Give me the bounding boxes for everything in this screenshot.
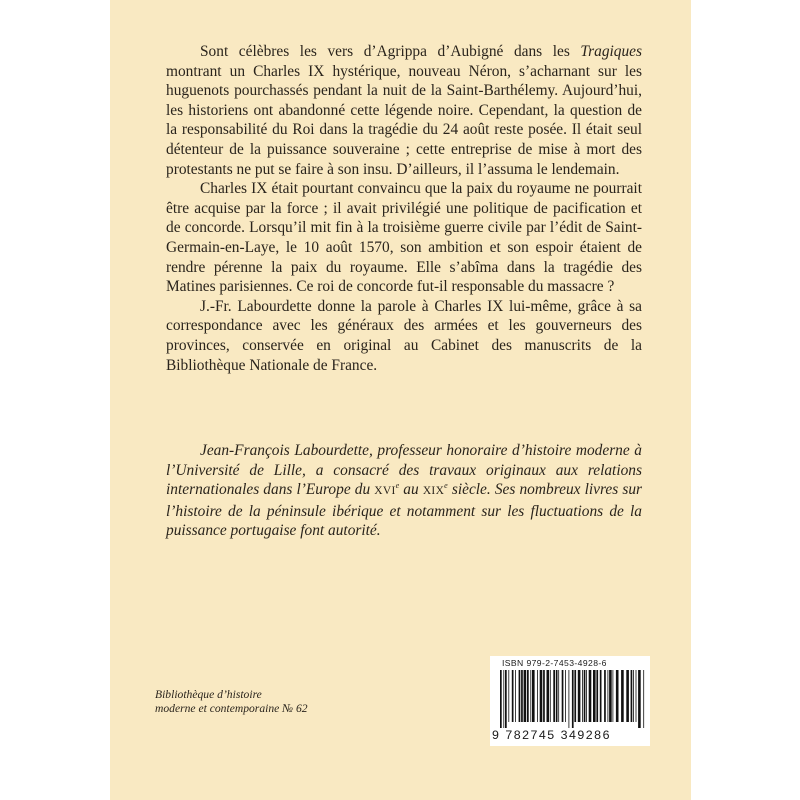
barcode-bar: [616, 670, 619, 722]
barcode-bar: [608, 670, 609, 722]
summary-paragraph-1: [166, 42, 642, 179]
barcode-bar: [604, 670, 606, 722]
barcode-bar: [631, 670, 633, 722]
barcode-bar: [512, 670, 514, 722]
barcode-bar: [584, 670, 586, 722]
collection-line-1: Bibliothèque d’histoire: [155, 688, 262, 701]
barcode-bar: [636, 670, 637, 722]
barcode-bar: [621, 670, 624, 722]
barcode-bar: [578, 670, 581, 722]
summary-paragraph-1-start: Sont célèbres les vers d’Agrippa d’Aubigné dans les: [200, 43, 581, 60]
isbn-barcode: [490, 656, 650, 746]
barcode-bar: [537, 670, 538, 722]
barcode-bar: [565, 670, 566, 722]
bio-century-16: XVI: [374, 485, 396, 498]
barcode-bar: [547, 670, 550, 722]
barcode-bar: [543, 670, 545, 722]
barcode-bar: [582, 670, 583, 722]
tragiques-title: Tragiques: [580, 43, 642, 60]
barcode-bar: [613, 670, 614, 722]
barcode-bar: [558, 670, 559, 722]
summary-paragraph-3: J.-Fr. Labourdette donne la parole à Charles IX lui-même, grâce à sa correspondance avec les généraux des armées et les gouverneurs des provinces, conservée en original au Cabinet des manuscrits de la Bibliothèque Nationale de France.: [166, 297, 642, 374]
barcode-bar: [609, 670, 612, 722]
barcode-bar: [643, 670, 644, 728]
barcode-bar: [530, 670, 531, 722]
summary-paragraph-2: Charles IX était pourtant convaincu que la paix du royaume ne pourrait être acquise par la force ; il avait privilégié une politique de pacification et de concorde. Lorsqu’il mit fin à la troisième guerre civile par l’édit de Saint-Germain-en-Laye, le 10 août 1570, son ambition et son espoir étaient de rendre pérenne la paix du royaume. Elle s’abîma dans la tragédie des Matines parisiennes. Ce roi de concorde fut-il responsable du massacre ?: [166, 180, 642, 296]
barcode-bar: [527, 670, 529, 722]
barcode-bar: [589, 670, 592, 722]
bio-century-19: XIX: [422, 485, 445, 498]
barcode-bar: [556, 670, 558, 722]
barcode-bar: [626, 670, 629, 722]
barcode-bar: [596, 670, 598, 722]
bio-part-2: au: [399, 481, 423, 499]
barcode-bar: [515, 670, 516, 722]
barcode-bar: [550, 670, 551, 722]
barcode-bar: [593, 670, 596, 722]
bio-part-1: Jean-François Labourdette, professeur honoraire d’histoire moderne à l’Université de Lille, a consacré des travaux originaux aux relations internationales dans l’Europe du: [166, 442, 642, 499]
barcode-bar: [521, 670, 523, 722]
barcode-bar: [633, 670, 634, 722]
barcode-bar: [572, 670, 574, 728]
barcode-bar: [638, 670, 641, 728]
barcode-bar: [600, 670, 602, 722]
barcode-bar: [500, 670, 502, 728]
summary-text: [166, 42, 642, 375]
collection-name: [155, 688, 308, 716]
author-bio: [166, 441, 642, 541]
barcode-bar: [562, 670, 564, 722]
bio-century-16-suffix: e: [395, 481, 400, 491]
barcode-bar: [503, 670, 504, 728]
bio-century-19-suffix: e: [444, 481, 448, 491]
barcode-bar: [524, 670, 527, 722]
summary-paragraph-1-end: montrant un Charles IX hystérique, nouveau Néron, s’acharnant sur les huguenots pourchassés pendant la nuit de la Saint-Barthélemy. Aujourd’hui, les historiens ont abandonné cette légende noire. Cependant, la question de la responsabilité du Roi dans la tragédie du 24 août reste posée. Il était seul détenteur de la puissance souveraine ; cette entreprise de mise à mort des protestants ne put se faire à son insu. D’ailleurs, il l’assuma le lendemain.: [166, 62, 642, 178]
back-cover: [110, 0, 691, 800]
barcode-bar: [540, 670, 543, 722]
barcode-bar: [519, 670, 521, 722]
isbn-number: ISBN 979-2-7453-4928-6: [502, 658, 607, 668]
barcode-bar: [586, 670, 587, 722]
collection-line-2: moderne et contemporaine № 62: [155, 702, 308, 715]
barcode-digits: 9 782745 349286: [492, 728, 611, 742]
barcode-bar: [505, 670, 507, 728]
barcode-bars: [498, 670, 648, 728]
bio-part-3: siècle. Ses nombreux livres sur l’histoire de la péninsule ibérique et notamment sur les fluctuations de la puissance portugaise font autorité.: [166, 481, 642, 540]
barcode-bar: [532, 670, 535, 722]
barcode-bar: [553, 670, 555, 722]
barcode-bar: [574, 670, 576, 722]
barcode-bar: [508, 670, 509, 722]
barcode-bar: [569, 670, 570, 728]
